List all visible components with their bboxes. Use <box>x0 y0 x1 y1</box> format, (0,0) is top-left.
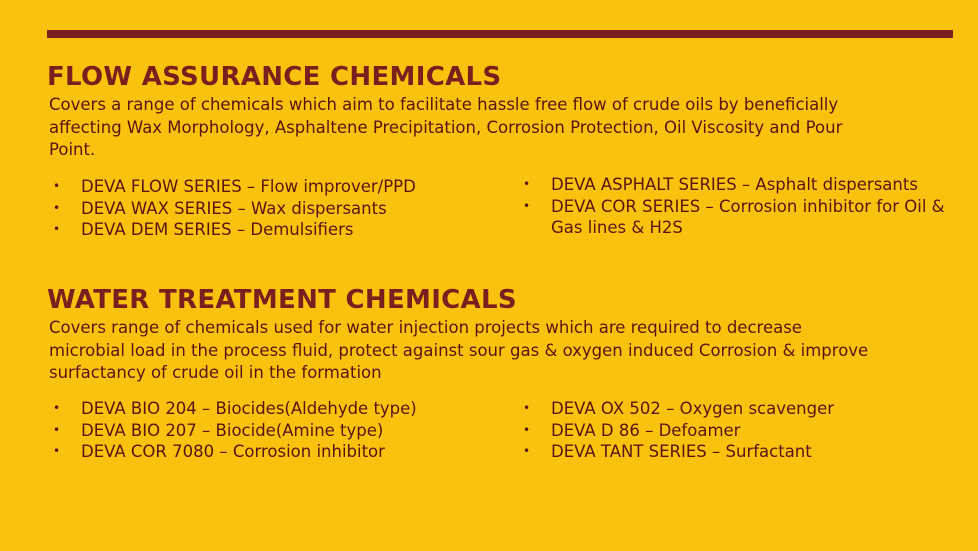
section-title: FLOW ASSURANCE CHEMICALS <box>47 62 502 92</box>
bullet-icon: • <box>53 200 61 215</box>
list-item-label: DEVA BIO 207 – Biocide(Amine type) <box>81 420 384 440</box>
list-item <box>517 441 967 463</box>
product-list-right <box>517 174 967 239</box>
list-item <box>517 174 967 196</box>
bullet-icon: • <box>523 177 531 192</box>
list-item-label: DEVA COR 7080 – Corrosion inhibitor <box>81 442 385 462</box>
bullet-icon: • <box>53 444 61 459</box>
list-item-label: DEVA ASPHALT SERIES – Asphalt dispersants <box>551 175 918 195</box>
bullet-icon: • <box>53 179 61 194</box>
list-item <box>517 398 967 420</box>
list-item-label: DEVA WAX SERIES – Wax dispersants <box>81 198 387 218</box>
bullet-icon: • <box>53 401 61 416</box>
product-list-left <box>47 398 477 463</box>
product-columns <box>47 176 967 296</box>
bullet-icon: • <box>523 422 531 437</box>
list-item-label: DEVA BIO 204 – Biocides(Aldehyde type) <box>81 399 417 419</box>
top-divider-rule <box>47 30 953 38</box>
product-list-left <box>47 176 477 241</box>
section-title: WATER TREATMENT CHEMICALS <box>47 285 517 315</box>
list-item <box>47 176 477 198</box>
water-treatment-section <box>47 283 967 518</box>
list-item <box>517 196 967 239</box>
list-item-label: DEVA FLOW SERIES – Flow improver/PPD <box>81 177 416 197</box>
bullet-icon: • <box>523 401 531 416</box>
list-item <box>47 198 477 220</box>
bullet-icon: • <box>53 222 61 237</box>
list-item-label: DEVA DEM SERIES – Demulsifiers <box>81 220 354 240</box>
list-item <box>47 219 477 241</box>
list-item-label: DEVA OX 502 – Oxygen scavenger <box>551 399 835 419</box>
product-columns <box>47 398 967 518</box>
product-list-right <box>517 398 967 463</box>
list-item-label: DEVA COR SERIES – Corrosion inhibitor for Oil & Gas lines & H2S <box>551 196 945 238</box>
list-item <box>47 441 477 463</box>
bullet-icon: • <box>53 422 61 437</box>
list-item-label: DEVA D 86 – Defoamer <box>551 420 741 440</box>
section-description: Covers a range of chemicals which aim to facilitate hassle free flow of crude oils by beneficially affecting Wax Morphology, Asphaltene Precipitation, Corrosion Protection, Oil Viscosity and Pour Point. <box>49 95 843 160</box>
section-description: Covers range of chemicals used for water injection projects which are required to decrease microbial load in the process fluid, protect against sour gas & oxygen induced Corrosion & improve surfactancy of crude oil in the formation <box>49 318 869 383</box>
bullet-icon: • <box>523 198 531 213</box>
bullet-icon: • <box>523 444 531 459</box>
list-item <box>47 398 477 420</box>
flow-assurance-section <box>47 60 967 296</box>
list-item <box>47 420 477 442</box>
list-item <box>517 420 967 442</box>
list-item-label: DEVA TANT SERIES – Surfactant <box>551 442 812 462</box>
